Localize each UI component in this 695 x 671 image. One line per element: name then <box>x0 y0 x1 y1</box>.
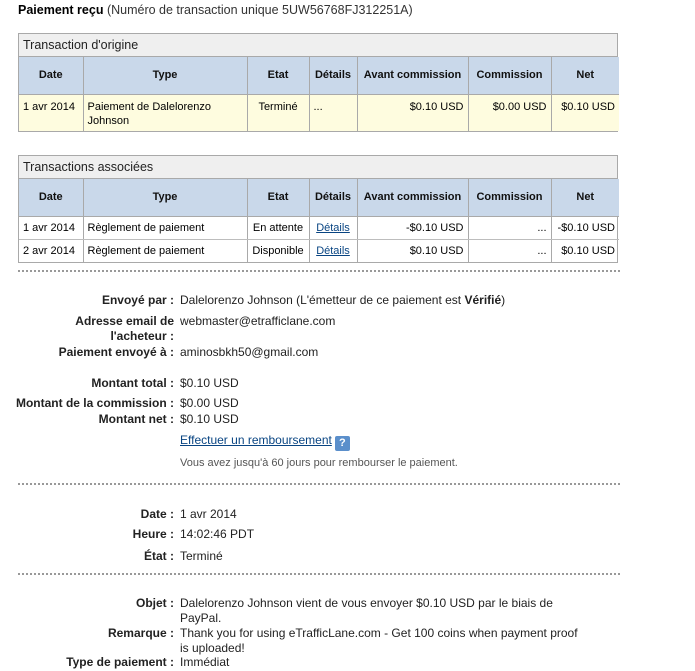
fee-amount: $0.00 USD <box>180 396 239 410</box>
origin-header-row <box>19 57 619 94</box>
divider <box>18 483 620 485</box>
buyer-email-label <box>0 314 174 344</box>
buyer-email: webmaster@etrafficlane.com <box>180 314 336 328</box>
cell-avant: -$0.10 USD <box>357 216 468 239</box>
cell-net: $0.10 USD <box>551 94 619 131</box>
cell-net: -$0.10 USD <box>551 216 619 239</box>
col-date: Date <box>19 57 83 94</box>
remark-label: Remarque : <box>107 626 174 640</box>
details-link[interactable]: Détails <box>316 244 350 257</box>
details-link[interactable]: Détails <box>316 221 350 234</box>
cell-date: 1 avr 2014 <box>19 94 83 131</box>
origin-table <box>19 57 619 131</box>
col-type: Type <box>83 57 247 94</box>
cell-details <box>309 239 357 262</box>
related-transactions-panel <box>18 155 618 263</box>
total-label: Montant total : <box>91 376 174 390</box>
subject-line1: Dalelorenzo Johnson vient de vous envoyer $0.10 USD par le biais de <box>180 596 553 610</box>
refund-link[interactable]: Effectuer un remboursement <box>180 433 332 447</box>
cell-net: $0.10 USD <box>561 244 615 257</box>
refund-action <box>180 433 350 451</box>
cell-avant: $0.10 USD <box>357 94 468 131</box>
subject-label: Objet : <box>136 596 174 610</box>
table-row <box>19 94 619 131</box>
time-label: Heure : <box>132 527 174 541</box>
state-label: État : <box>144 549 174 563</box>
time-value: 14:02:46 PDT <box>180 527 255 541</box>
cell-date: 2 avr 2014 <box>19 239 83 262</box>
divider <box>18 573 620 575</box>
refund-note: Vous avez jusqu'à 60 jours pour rembourser le paiement. <box>180 457 458 469</box>
cell-type: Règlement de paiement <box>83 216 247 239</box>
col-net: Net <box>551 57 619 94</box>
cell-commission: ... <box>468 239 551 262</box>
col-avant-commission: Avant commission <box>357 179 468 216</box>
cell-details <box>309 216 357 239</box>
related-table <box>19 179 619 262</box>
date-label: Date : <box>140 507 174 521</box>
cell-details: ... <box>309 94 357 131</box>
transaction-id: (Numéro de transaction unique 5UW56768FJ312251A) <box>106 3 413 17</box>
col-etat: Etat <box>247 57 309 94</box>
payment-type-value: Immédiat <box>180 655 230 669</box>
payment-type-label: Type de paiement : <box>66 655 174 669</box>
cell-etat: Terminé <box>247 94 309 131</box>
col-avant-commission: Avant commission <box>357 57 468 94</box>
help-icon[interactable]: ? <box>335 436 350 451</box>
subject-line2: PayPal. <box>180 611 222 625</box>
col-type: Type <box>83 179 247 216</box>
cell-etat: Disponible <box>247 239 309 262</box>
cell-commission: ... <box>468 216 551 239</box>
verified-status: Vérifié <box>464 293 502 307</box>
related-section-title: Transactions associées <box>19 156 617 179</box>
sender-note: (L'émetteur de ce paiement est <box>296 293 462 307</box>
net-amount: $0.10 USD <box>180 412 239 426</box>
page-title-text: Paiement reçu <box>18 3 104 17</box>
buyer-email-label-line1: Adresse email de <box>75 314 174 328</box>
cell-type: Règlement de paiement <box>83 239 247 262</box>
table-row <box>19 216 619 239</box>
col-etat: Etat <box>247 179 309 216</box>
remark-line1: Thank you for using eTrafficLane.com - Get 100 coins when payment proof <box>180 626 578 640</box>
col-commission: Commission <box>468 57 551 94</box>
cell-type: Paiement de Dalelorenzo Johnson <box>83 94 247 131</box>
col-commission: Commission <box>468 179 551 216</box>
table-row <box>19 239 619 262</box>
sender-note-close: ) <box>501 293 506 307</box>
state-value: Terminé <box>180 549 223 563</box>
remark-value <box>180 626 600 656</box>
date-value: 1 avr 2014 <box>180 507 237 521</box>
sent-to-email: aminosbkh50@gmail.com <box>180 345 319 359</box>
col-details: Détails <box>309 57 357 94</box>
origin-transaction-panel <box>18 33 618 132</box>
related-header-row <box>19 179 619 216</box>
col-date: Date <box>19 179 83 216</box>
divider <box>18 270 620 272</box>
buyer-email-label-line2: l'acheteur : <box>110 329 174 343</box>
net-label: Montant net : <box>98 412 174 426</box>
col-details: Détails <box>309 179 357 216</box>
col-net: Net <box>551 179 619 216</box>
cell-commission: $0.00 USD <box>468 94 551 131</box>
sent-to-label: Paiement envoyé à : <box>58 345 174 359</box>
fee-label: Montant de la commission : <box>15 396 174 410</box>
cell-avant: $0.10 USD <box>357 239 468 262</box>
total-amount: $0.10 USD <box>180 376 239 390</box>
sent-by-value <box>180 293 600 308</box>
sender-name: Dalelorenzo Johnson <box>180 293 293 307</box>
remark-line2: is uploaded! <box>180 641 245 655</box>
sent-by-label: Envoyé par : <box>101 293 174 307</box>
subject-value <box>180 596 600 626</box>
cell-etat: En attente <box>247 216 309 239</box>
cell-date: 1 avr 2014 <box>19 216 83 239</box>
origin-section-title: Transaction d'origine <box>19 34 617 57</box>
page-title <box>18 3 413 17</box>
